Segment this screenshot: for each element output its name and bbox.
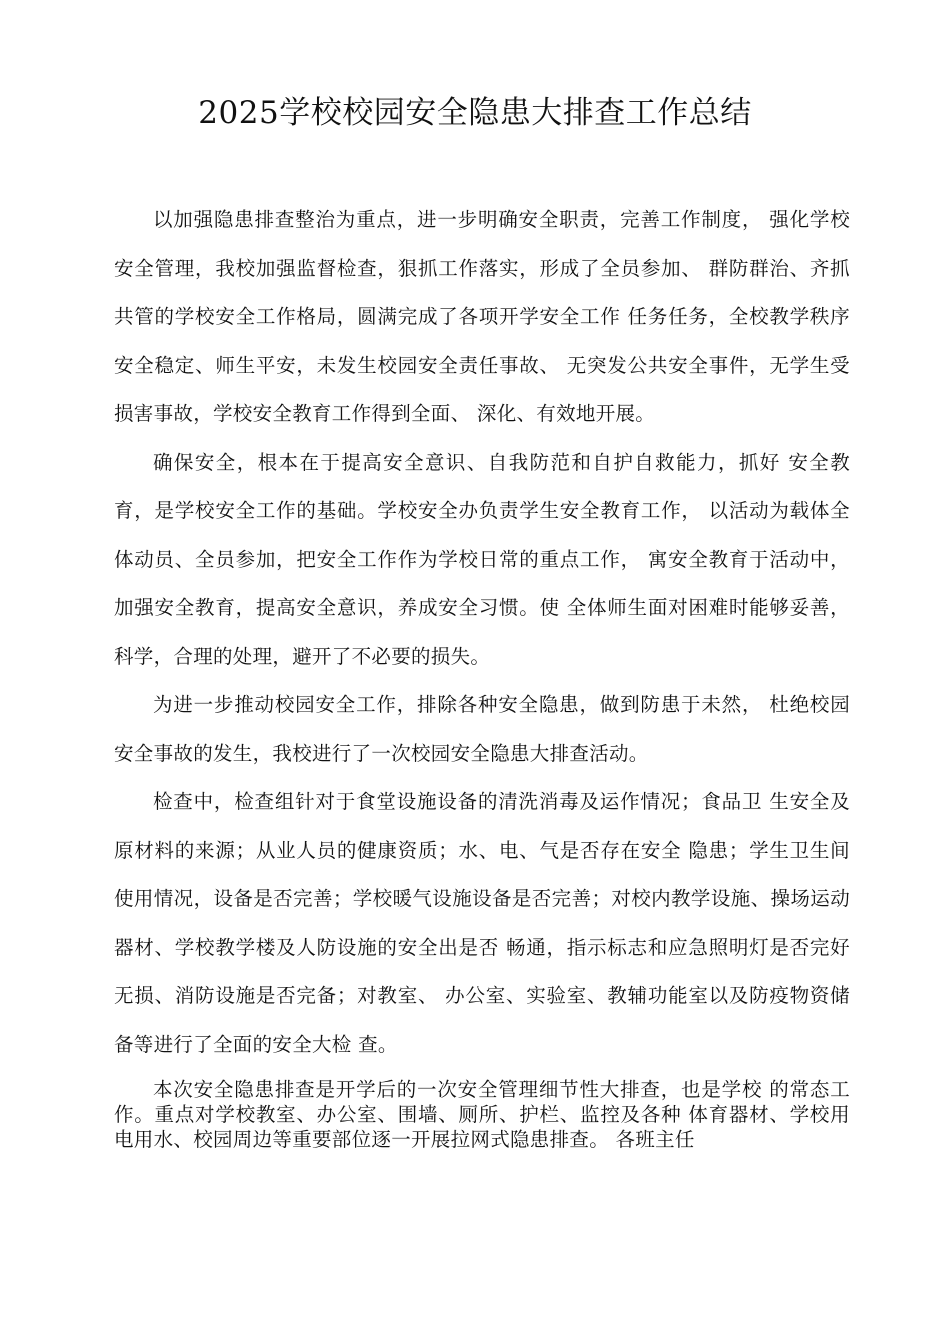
- paragraph-2: 确保安全，根本在于提高安全意识、自我防范和自护自救能力，抓好 安全教育，是学校安全工作的基础。学校安全办负责学生安全教育工作， 以活动为载体全体动员、全员参加，把安全工作作为学校日常的重点工作， 寓安全教育于活动中，加强安全教育，提高安全意识，养成安全习惯。使 全体师生面对困难时能够妥善，科学，合理的处理，避开了不必要的损失。: [114, 450, 850, 668]
- document-title: 2025学校校园安全隐患大排查工作总结: [198, 95, 752, 131]
- paragraph-4: 检查中，检查组针对于食堂设施设备的清洗消毒及运作情况；食品卫 生安全及原材料的来源；从业人员的健康资质；水、电、气是否存在安全 隐患；学生卫生间使用情况，设备是否完善；学校暖气设施设备是否完善；对校内教学设施、操场运动器材、学校教学楼及人防设施的安全出是否 畅通，指示标志和应急照明灯是否完好无损、消防设施是否完备；对教室、 办公室、实验室、教辅功能室以及防疫物资储备等进行了全面的安全大检 查。: [114, 790, 850, 1056]
- paragraph-1: 以加强隐患排查整治为重点，进一步明确安全职责，完善工作制度， 强化学校安全管理，我校加强监督检查，狠抓工作落实，形成了全员参加、 群防群治、齐抓共管的学校安全工作格局，圆满完成了各项开学安全工作 任务任务，全校教学秩序安全稳定、师生平安，未发生校园安全责任事故、 无突发公共安全事件，无学生受损害事故，学校安全教育工作得到全面、 深化、有效地开展。: [114, 208, 850, 425]
- paragraph-5: 本次安全隐患排查是开学后的一次安全管理细节性大排查，也是学校 的常态工作。重点对学校教室、办公室、围墙、厕所、护栏、监控及各种 体育器材、学校用电用水、校园周边等重要部位逐一开展拉网式隐患排查。 各班主任: [114, 1078, 850, 1151]
- document-body: [114, 196, 850, 1152]
- paragraph-3: 为进一步推动校园安全工作，排除各种安全隐患，做到防患于未然， 杜绝校园安全事故的发生，我校进行了一次校园安全隐患大排查活动。: [114, 693, 850, 765]
